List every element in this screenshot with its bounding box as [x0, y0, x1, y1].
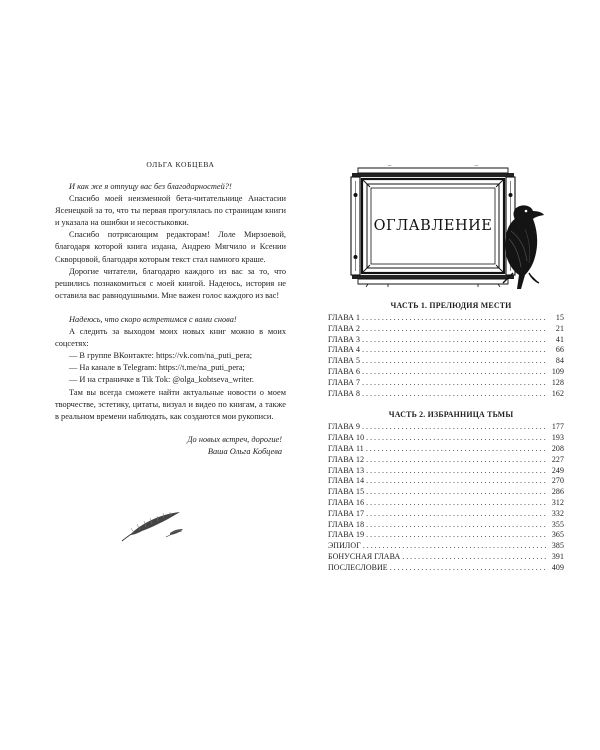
toc-entry-label: ГЛАВА 19: [328, 530, 365, 540]
toc-entry-page: 355: [551, 519, 564, 529]
leader-dots: [366, 455, 547, 466]
toc-entry-page: 177: [551, 422, 564, 432]
toc-entry-page: 162: [551, 388, 564, 398]
link-tiktok[interactable]: — И на страничке в Tik Tok: @olga_kobtseva_writer.: [69, 375, 254, 385]
toc-entry-label: ГЛАВА 13: [328, 465, 365, 475]
closing-text: Там вы всегда сможете найти актуальные новости о моем творчестве, эстетику, цитаты, визуал и видео по книгам, а также в реальном времени наблюдать, как создаются мои рукописи.: [55, 387, 286, 421]
leader-dots: [366, 487, 547, 498]
signoff-greeting: До новых встреч, дорогие!: [187, 434, 282, 444]
toc-entry[interactable]: [328, 487, 564, 498]
part-2-title: ЧАСТЬ 2. ИЗБРАННИЦА ТЬМЫ: [388, 410, 514, 420]
toc-entry[interactable]: [328, 541, 564, 552]
leader-dots: [366, 498, 547, 509]
leader-dots: [362, 313, 547, 324]
leader-dots: [402, 552, 547, 563]
toc-entry-label: ГЛАВА 11: [328, 443, 364, 453]
leader-dots: [362, 345, 547, 356]
toc-entry-label: ГЛАВА 8: [328, 388, 361, 398]
toc-entry[interactable]: [328, 466, 564, 477]
leader-dots: [362, 378, 547, 389]
part-1-title: ЧАСТЬ 1. ПРЕЛЮДИЯ МЕСТИ: [390, 301, 512, 310]
toc-entry-page: 286: [551, 487, 564, 497]
toc-entry-page: 332: [551, 508, 564, 518]
toc-entry[interactable]: [328, 345, 564, 356]
signoff-signature: Ваша Ольга Кобцева: [207, 446, 282, 456]
toc-entry[interactable]: [328, 324, 564, 335]
toc-entry-page: 391: [551, 551, 564, 561]
leader-dots: [362, 356, 547, 367]
leader-dots: [362, 389, 547, 400]
leader-dots: [362, 422, 547, 433]
thanks-intro: И как же я отпущу вас без благодарностей?!: [69, 182, 232, 191]
toc-entry-label: ГЛАВА 4: [328, 345, 361, 355]
leader-dots: [366, 476, 547, 487]
toc-entry-page: 227: [551, 454, 564, 464]
link-vk[interactable]: — В группе ВКонтакте: https://vk.com/na_puti_pera;: [69, 351, 253, 361]
left-page: [55, 160, 286, 458]
toc-entry[interactable]: [328, 455, 564, 466]
leader-dots: [366, 509, 547, 520]
leader-dots: [366, 433, 547, 444]
toc-entry-label: ГЛАВА 2: [328, 323, 361, 333]
toc-entry-page: 409: [551, 562, 564, 572]
toc-entry-label: ЭПИЛОГ: [328, 541, 361, 551]
toc-entry-page: 21: [555, 323, 564, 333]
leader-dots: [366, 444, 547, 455]
toc-entry-label: ГЛАВА 1: [328, 313, 361, 322]
leader-dots: [390, 563, 547, 574]
toc-entry-page: 109: [551, 366, 564, 376]
toc-entry[interactable]: [328, 422, 564, 433]
toc-entry[interactable]: [328, 498, 564, 509]
leader-dots: [366, 520, 547, 531]
toc-entry[interactable]: [328, 378, 564, 389]
toc-entry-page: 385: [551, 541, 564, 551]
toc-entry-label: ГЛАВА 14: [328, 476, 365, 486]
toc-entry[interactable]: [328, 389, 564, 400]
toc-entry-page: 249: [551, 465, 564, 475]
toc-entry-label: БОНУСНАЯ ГЛАВА: [328, 551, 401, 561]
toc-entry-label: ГЛАВА 17: [328, 508, 365, 518]
hope-line: Надеюсь, что скоро встретимся с вами снова!: [69, 314, 237, 324]
follow-text: А следить за выходом моих новых книг можно в моих соцсетях:: [55, 327, 286, 349]
toc-entry-page: 15: [555, 313, 564, 322]
toc-entry[interactable]: [328, 520, 564, 531]
toc-entry-page: 193: [551, 433, 564, 443]
raven-icon: [495, 199, 545, 289]
toc-entry-label: ГЛАВА 6: [328, 366, 361, 376]
toc-entry[interactable]: [328, 367, 564, 378]
toc-entry[interactable]: [328, 313, 564, 324]
toc-entry[interactable]: [328, 433, 564, 444]
leader-dots: [366, 466, 547, 477]
toc-entry-page: 128: [551, 377, 564, 387]
toc-part-1: [328, 313, 564, 399]
link-telegram[interactable]: — На канале в Telegram: https://t.me/na_puti_pera;: [69, 363, 245, 373]
toc-entry-label: ПОСЛЕСЛОВИЕ: [328, 562, 388, 572]
feather-icon: [120, 509, 184, 543]
toc-entry-page: 270: [551, 476, 564, 486]
toc-header: [328, 165, 564, 287]
thanks-paragraph-beta: Спасибо моей неизменной бета-читательнице Анастасии Ясенецкой за то, что ты первая прогулялась по страницам книги и указала на ошибки и несостыковки.: [55, 194, 286, 228]
toc-entry[interactable]: [328, 444, 564, 455]
signoff: [55, 434, 286, 458]
toc-entry-label: ГЛАВА 3: [328, 334, 361, 344]
toc-entry-label: ГЛАВА 16: [328, 497, 365, 507]
toc-entry-page: 208: [551, 443, 564, 453]
leader-dots: [362, 324, 547, 335]
toc-title: ОГЛАВЛЕНИЕ: [373, 218, 493, 234]
toc-entry-label: ГЛАВА 5: [328, 356, 361, 366]
toc-entry-page: 312: [551, 497, 564, 507]
toc-entry-label: ГЛАВА 15: [328, 487, 365, 497]
leader-dots: [362, 335, 547, 346]
right-page: [328, 165, 564, 574]
toc-entry-label: ГЛАВА 10: [328, 433, 365, 443]
toc-part-2: [328, 422, 564, 573]
running-head: ОЛЬГА КОБЦЕВА: [146, 160, 215, 169]
toc-entry[interactable]: [328, 563, 564, 574]
leader-dots: [366, 530, 547, 541]
toc-entry-page: 66: [555, 345, 564, 355]
thanks-paragraph-editors: Спасибо потрясающим редакторам! Лоле Мирзоевой, благодаря которой книга издана, Андрею Мягчило и Ксении Скворцовой, благодаря которым текст стал намного краше.: [55, 230, 286, 264]
toc-entry[interactable]: [328, 530, 564, 541]
leader-dots: [362, 367, 547, 378]
toc-entry-label: ГЛАВА 7: [328, 377, 361, 387]
toc-entry-page: 84: [555, 356, 564, 366]
toc-entry[interactable]: [328, 356, 564, 367]
toc-entry[interactable]: [328, 509, 564, 520]
toc-entry-label: ГЛАВА 9: [328, 422, 361, 432]
thanks-paragraph-readers: Дорогие читатели, благодарю каждого из вас за то, что решились познакомиться с моей книгой. Надеюсь, история не оставила вас равнодушными. Мне важен голос каждого из вас!: [55, 266, 286, 300]
toc-entry[interactable]: [328, 476, 564, 487]
toc-entry-page: 365: [551, 530, 564, 540]
toc-entry-label: ГЛАВА 18: [328, 519, 365, 529]
toc-entry-page: 41: [555, 334, 564, 344]
leader-dots: [363, 541, 547, 552]
toc-entry[interactable]: [328, 552, 564, 563]
toc-entry[interactable]: [328, 335, 564, 346]
toc-entry-label: ГЛАВА 12: [328, 454, 365, 464]
